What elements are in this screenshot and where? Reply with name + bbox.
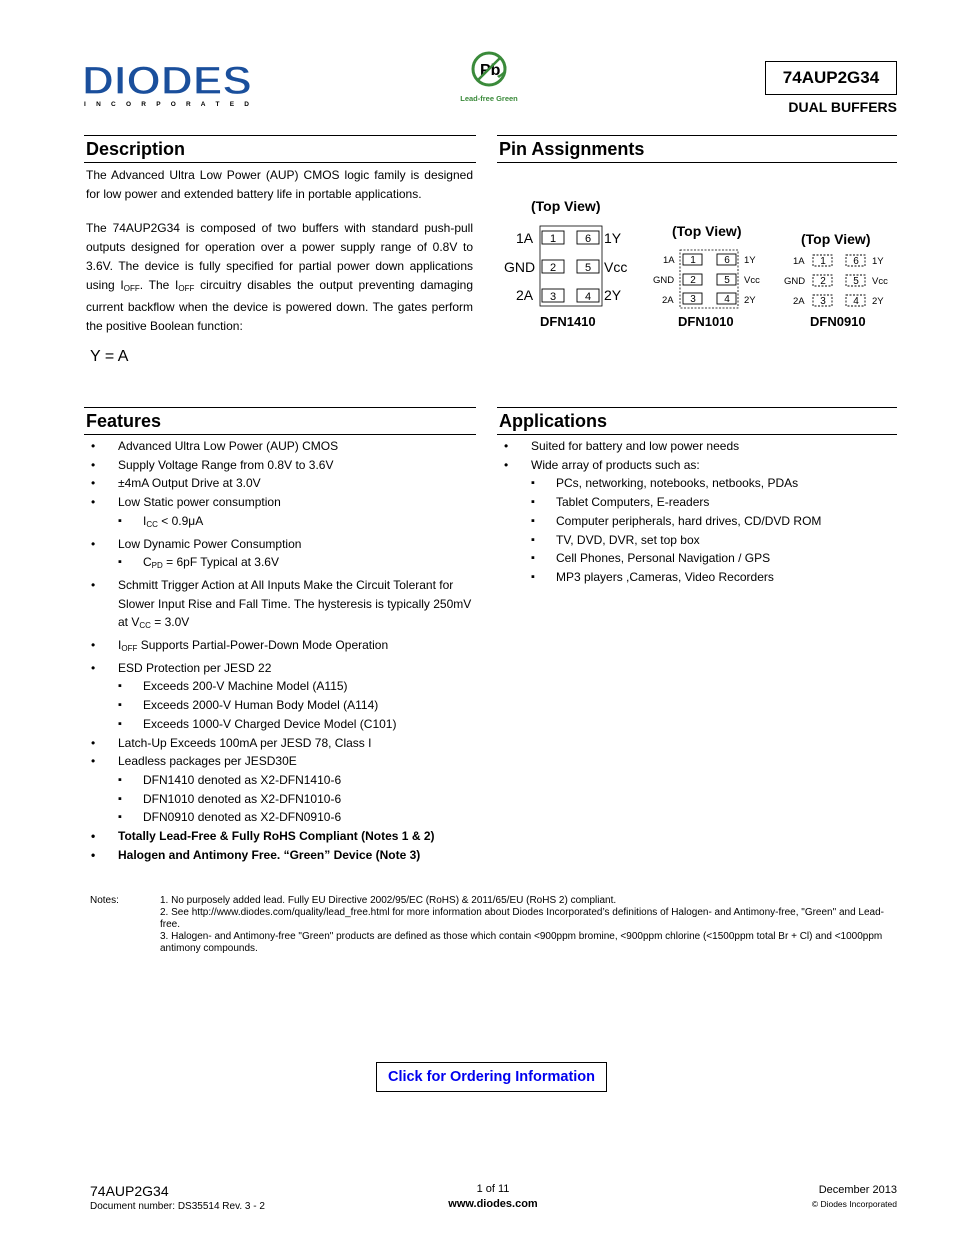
footer-part-number: 74AUP2G34 [90,1183,169,1199]
list-item: ▪ Cell Phones, Personal Navigation / GPS [500,549,900,568]
list-item: ▪ Exceeds 200-V Machine Model (A115) [87,677,477,696]
svg-text:1Y: 1Y [872,256,884,267]
pin-label-gnd: GND [504,259,536,275]
svg-text:1A: 1A [663,255,675,266]
package-name-dfn1410: DFN1410 [540,314,596,329]
pin-assignments-heading: Pin Assignments [497,135,897,163]
svg-text:5: 5 [724,275,730,286]
top-view-label: (Top View) [801,231,871,247]
svg-text:3: 3 [820,296,826,307]
list-item: • Wide array of products such as: [500,456,900,475]
list-item: • $I_{OFF}$ Supports Partial-Power-Down Mode Operation [87,636,477,659]
package-name-dfn1010: DFN1010 [678,314,734,329]
list-item: ▪ MP3 players ,Cameras, Video Recorders [500,568,900,587]
boolean-function: Y = A [90,348,129,365]
svg-text:GND: GND [784,276,806,287]
description-para-2: The 74AUP2G34 is composed of two buffers with standard push-pull outputs designed for operation over a power supply range of 0.8V to 3.6V. The device is fully specified for partial power down applications using $I_{OFF}$. The $I_{OFF}$ circuitry disables the output preventing damaging current backflow when the device is powered down. The gates perform the positive Boolean function: [86,221,474,333]
list-item: • Low Dynamic Power Consumption [87,535,477,554]
svg-text:4: 4 [584,291,592,303]
svg-text:2Y: 2Y [872,296,884,307]
list-item: ▪ DFN0910 denoted as X2-DFN0910-6 [87,808,477,827]
svg-text:6: 6 [584,233,592,245]
svg-text:2Y: 2Y [744,295,756,306]
pb-free-icon [467,50,511,88]
svg-text:4: 4 [853,296,859,307]
list-item: • ESD Protection per JESD 22 [87,659,477,678]
note-item: 2. See http://www.diodes.com/quality/lead_free.html for more information about Diodes Incorporated’s definitions of Halogen- and Antimony-free, "Green" and Lead-free. [160,907,884,930]
list-item: • ±4mA Output Drive at 3.0V [87,474,477,493]
logo-text: DIODES [82,60,252,103]
svg-text:1: 1 [690,255,696,266]
applications-list [500,437,900,587]
pin-diagram-dfn1410 [500,192,640,337]
pin-label-2a: 2A [516,287,534,303]
ordering-information-link[interactable]: Click for Ordering Information [376,1062,607,1092]
features-heading: Features [84,407,476,435]
footer-document-number: Document number: DS35514 Rev. 3 - 2 [90,1201,265,1212]
svg-text:5: 5 [584,262,592,274]
svg-text:3: 3 [549,291,557,303]
list-item: ▪ $C_{PD} = 6pF$ Typical at 3.6V [87,553,477,576]
svg-text:1Y: 1Y [744,255,756,266]
diodes-logo [82,60,257,108]
notes-list [148,895,896,955]
svg-text:Vcc: Vcc [744,275,760,286]
svg-text:2A: 2A [662,295,674,306]
note-item: 3. Halogen- and Antimony-free "Green" products are defined as those which contain <900ppm bromine, <900ppm chlorine (<1500ppm total Br + Cl) and <1000ppm antimony compounds. [160,931,883,954]
svg-text:6: 6 [724,255,730,266]
list-item: ▪ DFN1410 denoted as X2-DFN1410-6 [87,771,477,790]
pin-label-1y: 1Y [604,230,622,246]
pin-diagram-dfn1010 [650,218,770,336]
svg-text:6: 6 [853,256,859,267]
list-item: • Totally Lead-Free & Fully RoHS Compliant (Notes 1 & 2) [87,827,477,846]
part-subtitle: DUAL BUFFERS [788,99,897,115]
list-item: ▪ Computer peripherals, hard drives, CD/DVD ROM [500,512,900,531]
lead-free-badge [452,50,526,103]
svg-text:2: 2 [820,276,826,287]
part-number-box: 74AUP2G34 [765,61,897,95]
logo-subtext: I N C O R P O R A T E D [84,101,249,108]
svg-text:3: 3 [690,294,696,305]
list-item: • Leadless packages per JESD30E [87,752,477,771]
top-view-label: (Top View) [672,223,742,239]
description-heading: Description [84,135,476,163]
list-item: • Latch-Up Exceeds 100mA per JESD 78, Class I [87,734,477,753]
list-item: • Supply Voltage Range from 0.8V to 3.6V [87,456,477,475]
svg-text:GND: GND [653,275,675,286]
list-item: • Advanced Ultra Low Power (AUP) CMOS [87,437,477,456]
applications-heading: Applications [497,407,897,435]
description-body [86,166,473,336]
notes-label: Notes: [90,895,119,906]
list-item: ▪ Tablet Computers, E-readers [500,493,900,512]
svg-text:1: 1 [820,256,826,267]
svg-text:2: 2 [690,275,696,286]
package-name-dfn0910: DFN0910 [810,314,866,329]
list-item: ▪ PCs, networking, notebooks, netbooks, PDAs [500,474,900,493]
lead-free-label: Lead-free Green [460,94,518,103]
pin-label-2y: 2Y [604,287,622,303]
footer-website-link[interactable]: www.diodes.com [448,1198,538,1210]
list-item: • Low Static power consumption [87,493,477,512]
list-item: ▪ Exceeds 2000-V Human Body Model (A114) [87,696,477,715]
svg-text:Pb: Pb [480,62,501,79]
svg-text:4: 4 [724,294,730,305]
svg-text:Vcc: Vcc [872,276,888,287]
list-item: • Schmitt Trigger Action at All Inputs Make the Circuit Tolerant for Slower Input Rise and Fall Time. The hysteresis is typically 250mV at $V_{CC} = 3.0V$ [87,576,477,636]
list-item: ▪ Exceeds 1000-V Charged Device Model (C101) [87,715,477,734]
pin-label-1a: 1A [516,230,534,246]
features-list [87,437,477,864]
pin-label-vcc: Vcc [604,259,628,275]
top-view-label: (Top View) [531,198,601,214]
svg-text:2A: 2A [793,296,805,307]
list-item: ▪ $I_{CC} < 0.9\mu A$ [87,512,477,535]
list-item: ▪ DFN1010 denoted as X2-DFN1010-6 [87,790,477,809]
list-item: ▪ TV, DVD, DVR, set top box [500,531,900,550]
svg-text:1: 1 [549,233,557,245]
footer-page-number: 1 of 11 [476,1183,510,1195]
list-item: • Halogen and Antimony Free. “Green” Device (Note 3) [87,846,477,865]
description-para-1: The Advanced Ultra Low Power (AUP) CMOS logic family is designed for low power and extended battery life in portable applications. [86,168,473,201]
svg-text:1A: 1A [793,256,805,267]
svg-text:2: 2 [549,262,557,274]
list-item: • Suited for battery and low power needs [500,437,900,456]
footer-date: December 2013 [818,1184,897,1196]
note-item: 1. No purposely added lead. Fully EU Directive 2002/95/EC (RoHS) & 2011/65/EU (RoHS 2) compliant. [160,895,617,906]
svg-text:5: 5 [853,276,859,287]
pin-diagram-dfn0910 [780,226,898,336]
footer-copyright: © Diodes Incorporated [811,1199,897,1209]
